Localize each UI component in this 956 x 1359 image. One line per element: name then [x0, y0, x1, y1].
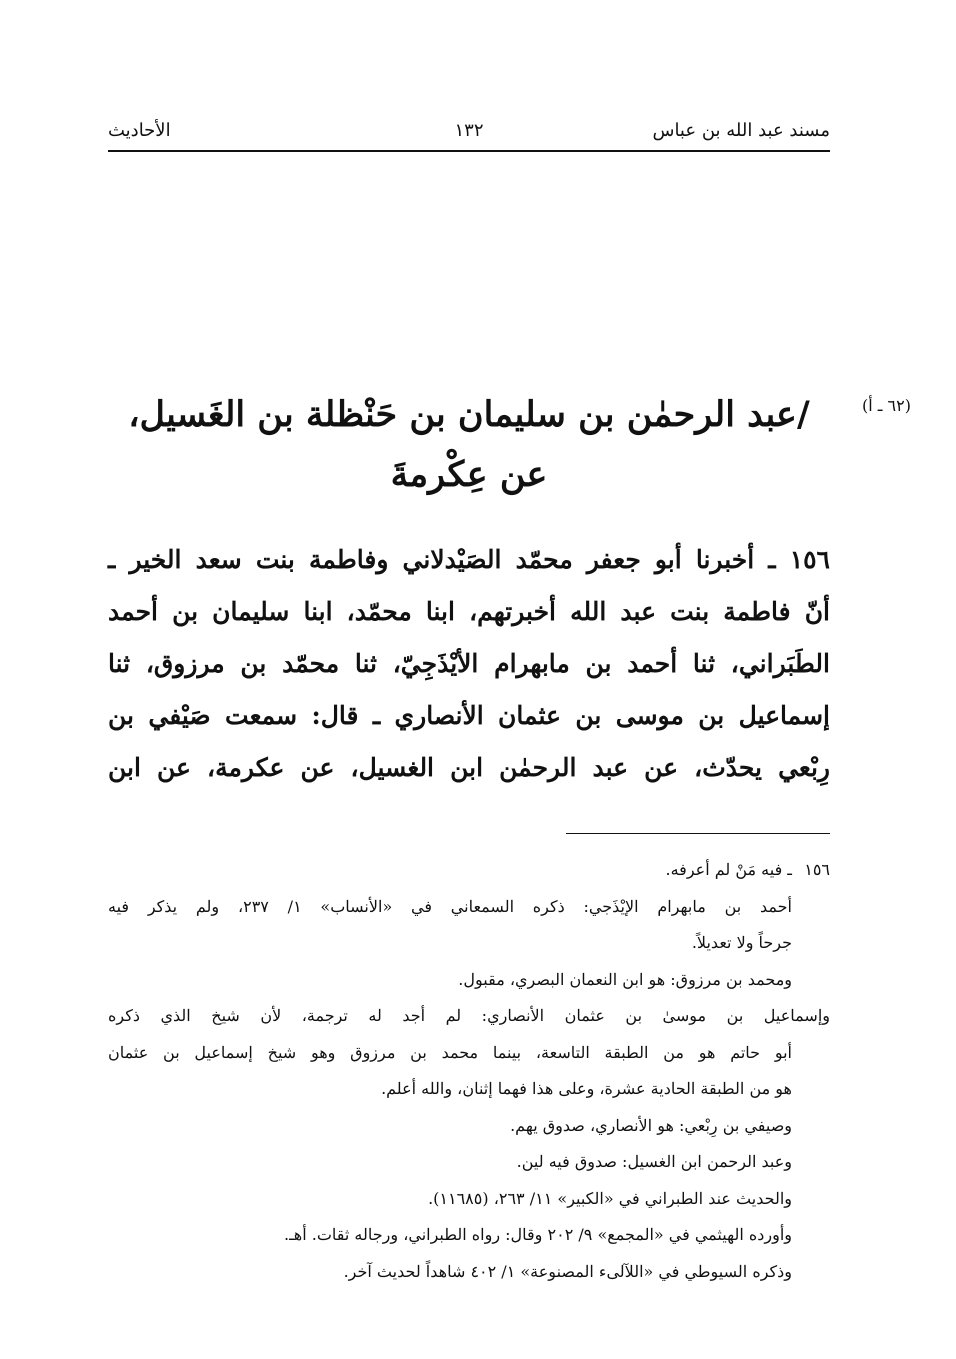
hadith-text	[108, 534, 830, 794]
footnote-line: وعبد الرحمن ابن الغسيل: صدوق فيه لين.	[516, 1152, 792, 1171]
footnote-line: جرحاً ولا تعديلاً.	[691, 933, 792, 952]
header-rule	[108, 150, 830, 152]
footnote-line: أبو حاتم هو من الطبقة التاسعة، بينما محمد بن مرزوق وهو شيخ إسماعيل بن عثمان	[108, 1042, 793, 1062]
chapter-title-line: /عبد الرحمٰن بن سليمان بن حَنْظلة بن الغَسيل،	[128, 394, 810, 435]
hadith-line: أنّ فاطمة بنت عبد الله أخبرتهم، ابنا محمّد، ابنا سليمان بن أحمد	[108, 597, 830, 626]
margin-reference: (٦٢ ـ أ)	[862, 396, 911, 415]
book-title: مسند عبد الله بن عباس	[652, 120, 830, 141]
hadith-line: رِبْعي يحدّث، عن عبد الرحمٰن ابن الغسيل، عن عكرمة، عن ابن	[108, 753, 830, 782]
running-head	[108, 114, 830, 154]
footnote-rule	[566, 833, 830, 834]
footnotes	[108, 852, 830, 1290]
chapter-title	[108, 385, 830, 505]
footnote-line: والحديث عند الطبراني في «الكبير» ١١/ ٢٦٣، (١١٦٨٥).	[428, 1188, 792, 1208]
hadith-line: الطَبَراني، ثنا أحمد بن مابهرام الأيْذَجِيّ، ثنا محمّد بن مرزوق، ثنا	[108, 649, 830, 678]
footnote-number: ١٥٦	[804, 860, 830, 879]
chapter-title-line: عن عِكْرمةَ	[390, 454, 548, 495]
section-title: الأحاديث	[108, 120, 171, 141]
hadith-line: إسماعيل بن موسى بن عثمان الأنصاري ـ قال: سمعت صَيْفي بن	[108, 701, 830, 730]
footnote-text: ـ فيه مَنْ لم أعرفه.	[665, 860, 792, 879]
footnote-line: أحمد بن مابهرام الإيْذَجي: ذكره السمعاني في «الأنساب» ١/ ٢٣٧، ولم يذكر فيه	[108, 896, 792, 916]
footnote-line: وصيفي بن رِبْعي: هو الأنصاري، صدوق يهم.	[510, 1115, 792, 1135]
footnote-line: وذكره السيوطي في «اللآلىء المصنوعة» ١/ ٤٠٢ شاهداً لحديث آخر.	[343, 1261, 792, 1281]
footnote-line: هو من الطبقة الحادية عشرة، وعلى هذا فهما إثنان، والله أعلم.	[381, 1079, 792, 1098]
footnote-line: وإسماعيل بن موسىٰ بن عثمان الأنصاري: لم أجد له ترجمة، لأن شيخ الذي ذكره	[108, 1006, 830, 1025]
hadith-line: ١٥٦ ـ أخبرنا أبو جعفر محمّد الصَيْدلاني وفاطمة بنت سعد الخير ـ	[108, 545, 830, 574]
footnote-line: ومحمد بن مرزوق: هو ابن النعمان البصري، مقبول.	[458, 969, 792, 989]
footnote-line: وأورده الهيثمي في «المجمع» ٩/ ٢٠٢ وقال: رواه الطبراني، ورجاله ثقات. أهـ.	[284, 1225, 792, 1244]
footnote-line	[108, 852, 830, 889]
page-number: ١٣٢	[454, 120, 484, 141]
